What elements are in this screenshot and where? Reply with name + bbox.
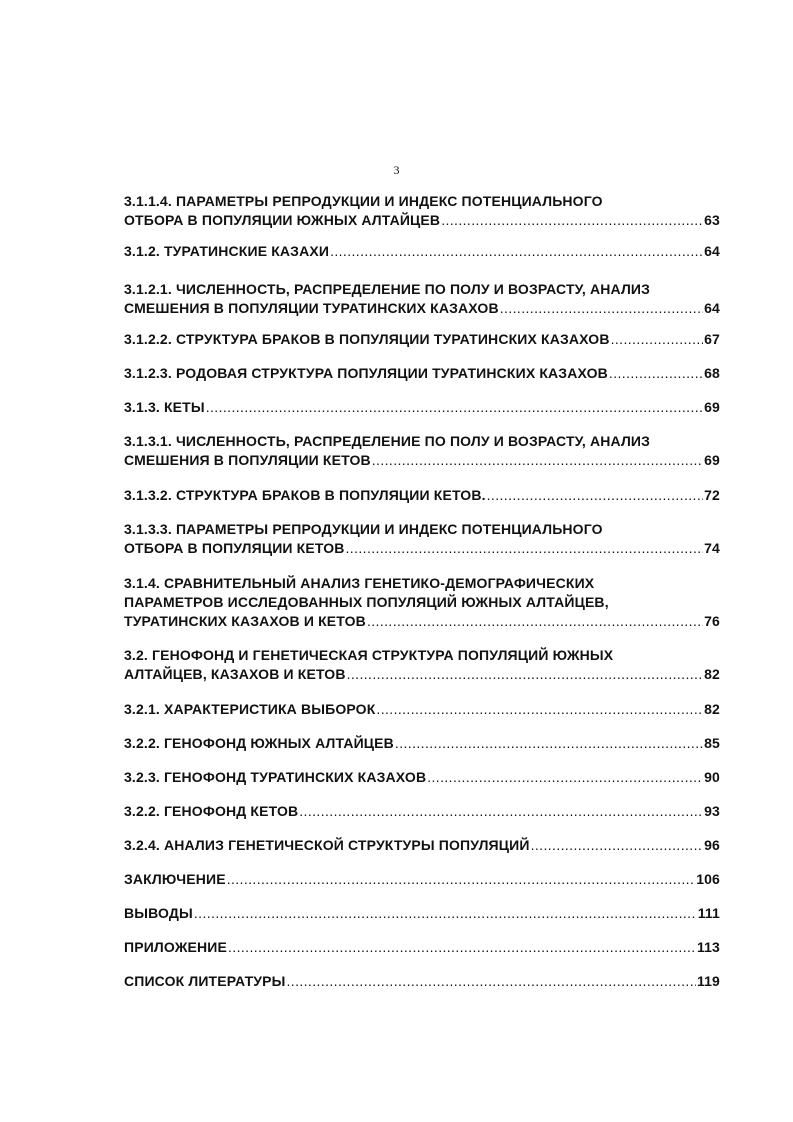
toc-entry-title-line: 3.1.3.1. ЧИСЛЕННОСТЬ, РАСПРЕДЕЛЕНИЕ ПО ПОЛУ И ВОЗРАСТУ, АНАЛИЗ (124, 433, 651, 449)
toc-page-number: 96 (704, 837, 720, 853)
toc-entry-last-line (124, 972, 720, 991)
toc-page-number: 69 (704, 452, 720, 468)
toc-entry-last-line (124, 768, 720, 787)
toc-entry-title-line: 3.1.2.2. СТРУКТУРА БРАКОВ В ПОПУЛЯЦИИ ТУРАТИНСКИХ КАЗАХОВ (124, 331, 610, 347)
toc-page-number: 113 (696, 939, 720, 955)
toc-entry-last-line (124, 211, 720, 230)
toc-entry (124, 836, 720, 855)
toc-entry (124, 802, 720, 821)
toc-entry-title-line: ЗАКЛЮЧЕНИЕ (124, 871, 226, 887)
toc-entry-last-line (124, 938, 720, 957)
dot-leader (286, 972, 695, 991)
toc-entry-title-line: 3.2.4. АНАЛИЗ ГЕНЕТИЧЕСКОЙ СТРУКТУРЫ ПОПУЛЯЦИЙ (124, 837, 530, 853)
toc-page-number: 119 (696, 973, 720, 989)
toc-entry (124, 904, 720, 923)
toc-entry-last-line (124, 665, 720, 684)
toc-page-number: 82 (704, 666, 720, 682)
dot-leader (487, 486, 703, 505)
toc-entry-last-line (124, 904, 720, 923)
page-number: 3 (393, 163, 400, 177)
dot-leader (346, 539, 704, 558)
toc-entry-last-line (124, 734, 720, 753)
toc-page-number: 74 (704, 540, 720, 556)
toc-entry-title-line: 3.1.2. ТУРАТИНСКИЕ КАЗАХИ (124, 243, 330, 259)
dot-leader (227, 870, 696, 889)
toc-page-number: 76 (704, 613, 720, 629)
toc-page-number: 85 (704, 735, 720, 751)
toc-entry-title-line: ПРИЛОЖЕНИЕ (124, 939, 227, 955)
toc-entry (124, 280, 720, 318)
toc-page-number: 63 (704, 212, 720, 228)
toc-entry-last-line (124, 398, 720, 417)
toc-entry-last-line (124, 870, 720, 889)
toc-entry-title-line: 3.1.4. СРАВНИТЕЛЬНЫЙ АНАЛИЗ ГЕНЕТИКО-ДЕМОГРАФИЧЕСКИХ (124, 575, 595, 591)
toc-page-number: 68 (704, 365, 720, 381)
toc-entry (124, 432, 720, 470)
toc-entry (124, 364, 720, 383)
toc-entry (124, 398, 720, 417)
toc-entry-title-line: 3.1.3.3. ПАРАМЕТРЫ РЕПРОДУКЦИИ И ИНДЕКС ПОТЕНЦИАЛЬНОГО (124, 521, 603, 537)
toc-page-number: 82 (704, 701, 720, 717)
dot-leader (228, 938, 696, 957)
toc-entry (124, 938, 720, 957)
toc-entry-title-line: 3.2.3. ГЕНОФОНД ТУРАТИНСКИХ КАЗАХОВ (124, 769, 427, 785)
toc-entry (124, 520, 720, 558)
dot-leader (611, 330, 704, 349)
toc-entry-title-line: 3.2.1. ХАРАКТЕРИСТИКА ВЫБОРОК (124, 701, 376, 717)
toc-entry (124, 486, 720, 505)
toc-page-number: 111 (697, 905, 720, 921)
toc-entry-title-line: 3.1.3. КЕТЫ (124, 399, 205, 415)
toc-entry-title-line: ТУРАТИНСКИХ КАЗАХОВ И КЕТОВ (124, 613, 366, 629)
toc-entry-title-line: 3.1.3.2. СТРУКТУРА БРАКОВ В ПОПУЛЯЦИИ КЕТОВ. (124, 487, 486, 503)
toc-entry-title-line: ОТБОРА В ПОПУЛЯЦИИ ЮЖНЫХ АЛТАЙЦЕВ (124, 212, 441, 228)
toc-entry (124, 870, 720, 889)
toc-entry (124, 700, 720, 719)
toc-entry-title-line: 3.2.2. ГЕНОФОНД КЕТОВ (124, 803, 299, 819)
toc-page-number: 93 (704, 803, 720, 819)
toc-entry-last-line (124, 451, 720, 470)
toc-entry-last-line (124, 242, 720, 261)
toc-entry-title-line: 3.2.2. ГЕНОФОНД ЮЖНЫХ АЛТАЙЦЕВ (124, 735, 394, 751)
toc-page-number: 90 (704, 769, 720, 785)
toc-entry-title-line: ВЫВОДЫ (124, 905, 193, 921)
toc-entry-title-line: ОТБОРА В ПОПУЛЯЦИИ КЕТОВ (124, 540, 345, 556)
toc-entry-last-line (124, 364, 720, 383)
toc-entry-last-line (124, 330, 720, 349)
toc-entry (124, 242, 720, 261)
dot-leader (206, 398, 703, 417)
toc-entry-title-line: ПАРАМЕТРОВ ИССЛЕДОВАННЫХ ПОПУЛЯЦИЙ ЮЖНЫХ АЛТАЙЦЕВ, (124, 594, 609, 610)
toc-entry-title-line: СМЕШЕНИЯ В ПОПУЛЯЦИИ ТУРАТИНСКИХ КАЗАХОВ (124, 300, 499, 316)
toc-entry (124, 734, 720, 753)
dot-leader (372, 451, 703, 470)
dot-leader (609, 364, 703, 383)
dot-leader (367, 612, 703, 631)
toc-entry-title-line: АЛТАЙЦЕВ, КАЗАХОВ И КЕТОВ (124, 666, 346, 682)
dot-leader (427, 768, 703, 787)
toc-entry-last-line (124, 299, 720, 318)
toc-entry-last-line (124, 802, 720, 821)
toc-entry (124, 574, 720, 631)
toc-entry (124, 192, 720, 230)
toc-entry-last-line (124, 612, 720, 631)
dot-leader (531, 836, 704, 855)
toc-page-number: 64 (704, 300, 720, 316)
toc-entry-title-line: 3.2. ГЕНОФОНД И ГЕНЕТИЧЕСКАЯ СТРУКТУРА ПОПУЛЯЦИЙ ЮЖНЫХ (124, 647, 614, 663)
toc-entry-last-line (124, 700, 720, 719)
toc-page-number: 67 (704, 331, 720, 347)
toc-entry-title-line: 3.1.1.4. ПАРАМЕТРЫ РЕПРОДУКЦИИ И ИНДЕКС ПОТЕНЦИАЛЬНОГО (124, 193, 603, 209)
toc-entry-title-line: 3.1.2.1. ЧИСЛЕННОСТЬ, РАСПРЕДЕЛЕНИЕ ПО ПОЛУ И ВОЗРАСТУ, АНАЛИЗ (124, 281, 651, 297)
toc-entry-title-line: СМЕШЕНИЯ В ПОПУЛЯЦИИ КЕТОВ (124, 452, 371, 468)
toc-entry-title-line: СПИСОК ЛИТЕРАТУРЫ (124, 973, 286, 989)
toc-page-number: 64 (704, 243, 720, 259)
toc-entry (124, 972, 720, 991)
toc-entry (124, 768, 720, 787)
toc-page-number: 69 (704, 399, 720, 415)
dot-leader (500, 299, 703, 318)
dot-leader (347, 665, 704, 684)
toc-entry (124, 646, 720, 684)
toc-entry-last-line (124, 836, 720, 855)
dot-leader (441, 211, 703, 230)
dot-leader (299, 802, 703, 821)
toc-page-number: 72 (704, 487, 720, 503)
toc-entry-last-line (124, 539, 720, 558)
toc-entry-title-line: 3.1.2.3. РОДОВАЯ СТРУКТУРА ПОПУЛЯЦИИ ТУРАТИНСКИХ КАЗАХОВ (124, 365, 608, 381)
toc-entry (124, 330, 720, 349)
toc-entry-last-line (124, 486, 720, 505)
dot-leader (376, 700, 703, 719)
dot-leader (194, 904, 697, 923)
dot-leader (330, 242, 703, 261)
toc-page-number: 106 (696, 871, 720, 887)
dot-leader (395, 734, 703, 753)
